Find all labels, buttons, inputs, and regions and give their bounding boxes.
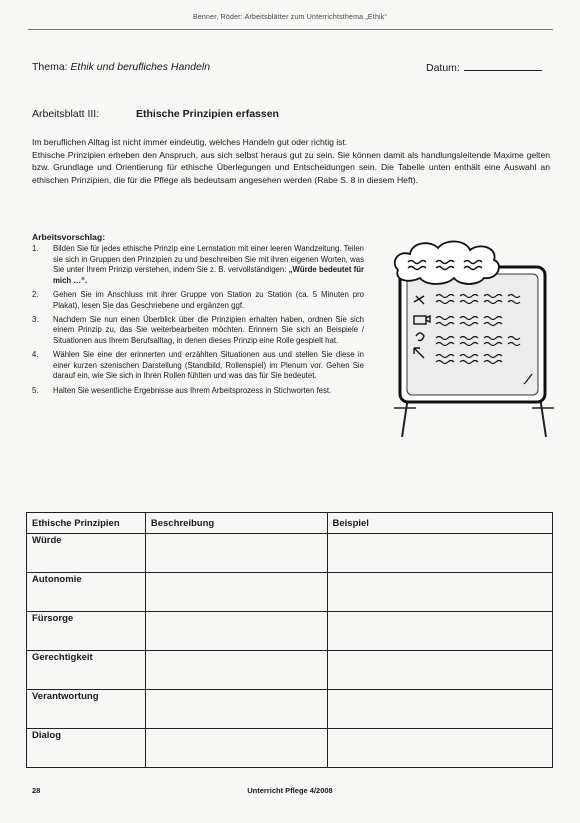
example-cell [327,612,552,651]
task-item [32,315,364,347]
task-list [32,244,364,400]
task-number: 2. [32,289,39,299]
flipchart-board-icon [390,232,555,447]
task-item [32,290,364,311]
task-number: 1. [32,244,39,253]
theme-line [32,61,210,73]
principle-cell: Würde [27,534,146,573]
task-item [32,386,364,397]
principle-cell: Gerechtigkeit [27,651,146,690]
intro-paragraph-1: Im beruflichen Alltag ist nicht immer eindeutig, welches Handeln gut oder richtig ist. [32,137,348,147]
principle-cell: Autonomie [27,573,146,612]
table-row [27,729,553,768]
task-number: 4. [32,350,39,360]
principles-table [26,512,553,768]
column-header-principles: Ethische Prinzipien [27,513,146,534]
task-item [32,244,364,286]
date-blank-line [464,61,542,71]
date-field [426,61,542,74]
theme-label: Thema: [32,61,68,73]
principle-cell: Verantwortung [27,690,146,729]
description-cell [145,573,327,612]
intro-text [32,136,550,186]
running-head: Benner, Röder: Arbeitsblätter zum Unterrichtsthema „Ethik“ [192,14,388,21]
description-cell [145,651,327,690]
task-text: Bilden Sie für jedes ethische Prinzip eine Lernstation mit einer leeren Wandzeitung. Teilen sie sich in Gruppen den Prinzipien zu und beschreiben Sie mit ihren eigenen Worten, was Sie unter Ihrem Prinzip verstehen, indem Sie z. B. vervollständigen: [53,244,364,275]
table-row [27,612,553,651]
column-header-description: Beschreibung [145,513,327,534]
intro-paragraph-2: Ethische Prinzipien erheben den Anspruch, aus sich selbst heraus gut zu sein. Sie können damit als handlungsleitende Maxime gelten bzw. Grundlage und Orientierung für ethische Überlegungen und Entscheidungen sein. Die Tabelle unten enthält eine Auswahl an ethischen Prinzipien, die für die Pflege als bedeutsam angesehen werden (Rabe S. 8 in diesem Heft). [32,149,550,185]
principle-cell: Fürsorge [27,612,146,651]
tasks-heading: Arbeitsvorschlag: [32,232,106,242]
description-cell [145,729,327,768]
description-cell [145,612,327,651]
table-row [27,573,553,612]
task-number: 3. [32,314,39,324]
example-cell [327,651,552,690]
header-rule [28,29,553,30]
date-label: Datum: [426,62,460,74]
example-cell [327,729,552,768]
task-text: Nachdem Sie nun einen Überblick über die Prinzipien erhalten haben, ordnen Sie sich einem Prinzip zu, das Sie weiterbearbeiten möchten. Erinnern Sie sich an Beispiele / Situationen aus Ihrem Berufsalltag, in denen dieses Prinzip eine Rolle gespielt hat. [53,314,364,345]
description-cell [145,690,327,729]
description-cell [145,534,327,573]
table-row [27,651,553,690]
task-number: 5. [32,385,39,395]
task-text: Halten Sie wesentliche Ergebnisse aus Ihrem Arbeitsprozess in Stichworten fest. [53,385,332,395]
table-row [27,690,553,729]
theme-value: Ethik und berufliches Handeln [70,61,211,73]
task-emphasis: „Würde bedeutet für mich …“. [53,265,365,285]
table-header-row [27,513,553,534]
sheet-label: Arbeitsblatt III: [32,108,100,120]
example-cell [327,690,552,729]
column-header-example: Beispiel [327,513,552,534]
table-row [27,534,553,573]
task-text: Wählen Sie eine der erinnerten und erzählten Situationen aus und stellen Sie diese in einer kurzen szenischen Darstellung (Standbild, Rollenspiel) im Plenum vor. Gehen Sie darauf ein, wie Sie sich in Ihren Rollen fühlten und was das für Sie bedeutet. [53,350,364,381]
task-text: Gehen Sie im Anschluss mit ihrer Gruppe von Station zu Station (ca. 5 Minuten pro Plakat), lesen Sie das Geschriebene und ergänzen ggf. [53,289,364,310]
page-number: 28 [32,786,41,795]
example-cell [327,573,552,612]
principle-cell: Dialog [27,729,146,768]
example-cell [327,534,552,573]
journal-footer: Unterricht Pflege 4/2008 [247,786,333,795]
task-item [32,350,364,382]
sheet-title: Ethische Prinzipien erfassen [136,108,279,120]
